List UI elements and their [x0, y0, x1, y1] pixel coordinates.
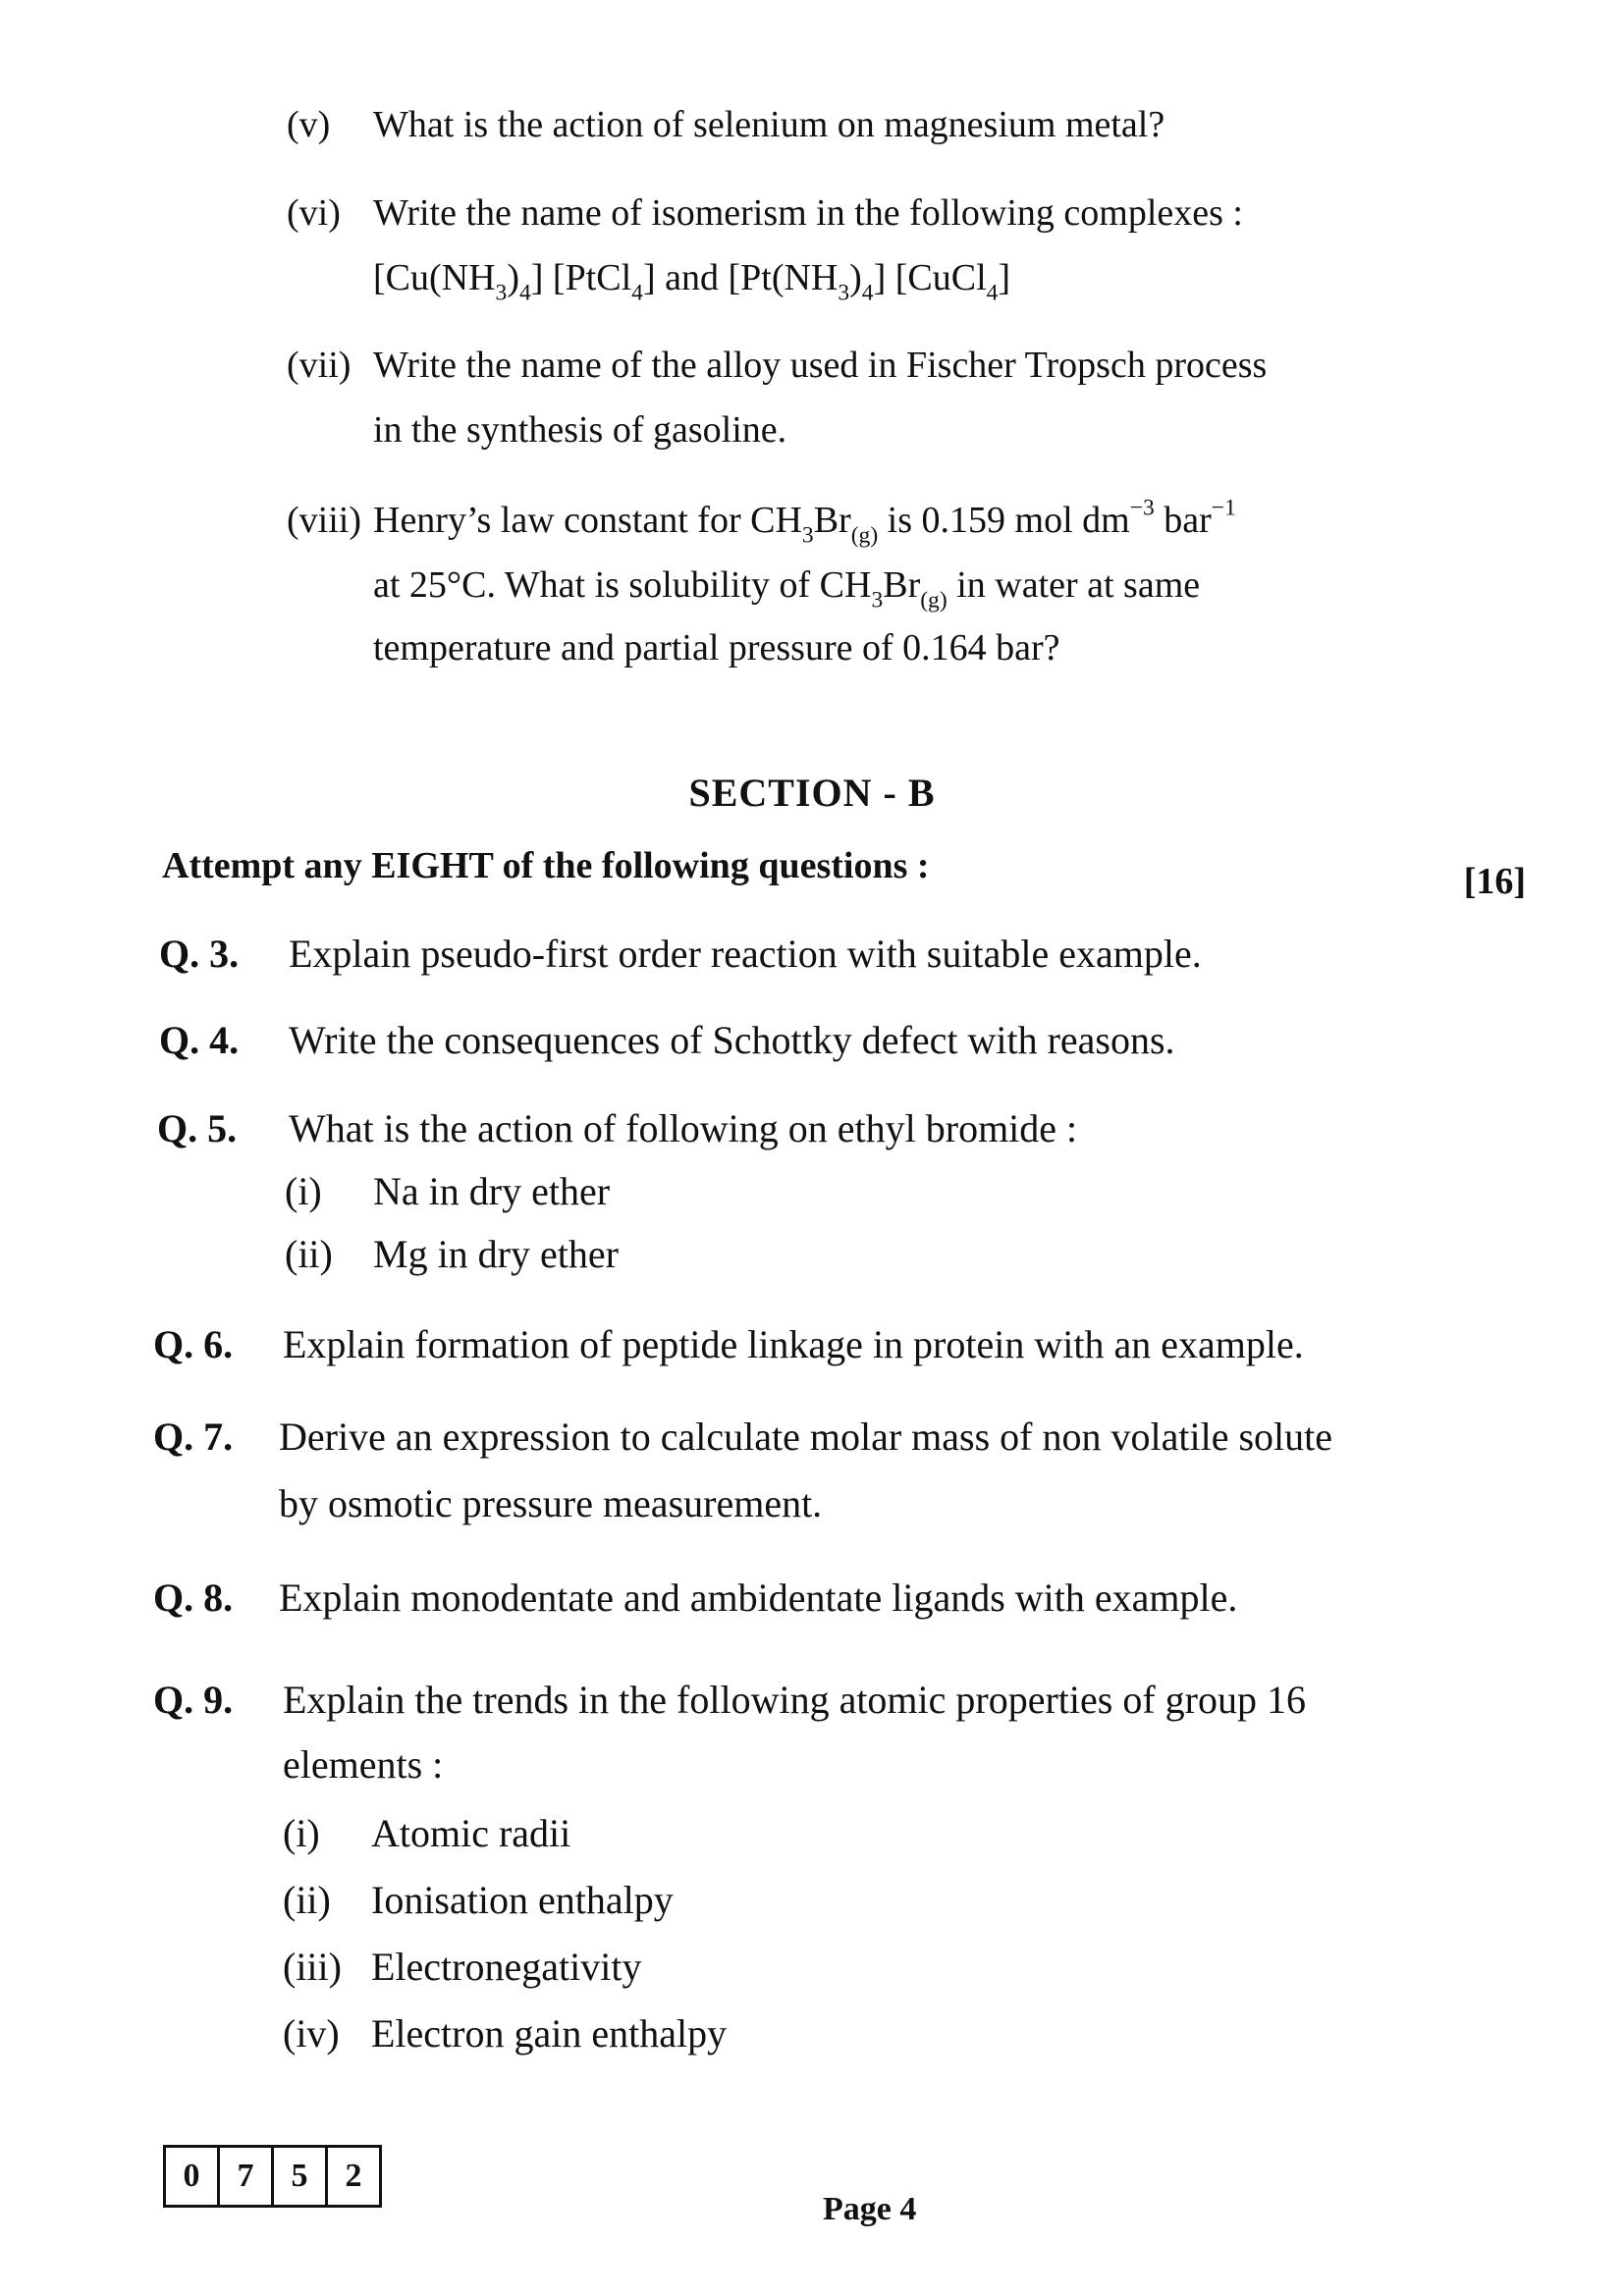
code-digit: 5: [274, 2148, 328, 2205]
question-text-line-1: Henry’s law constant for $CH_3Br_{(g)}$ is 0.159 mol $dm^{-3}$ bar$^{-1}$: [373, 495, 1236, 549]
question-text: What is the action of following on ethyl bromide :: [289, 1106, 1078, 1150]
question-number: (viii): [287, 500, 361, 541]
option-ii: (ii) Ionisation enthalpy: [283, 1878, 674, 1922]
page-number: Page 4: [823, 2191, 917, 2227]
option-iv: (iv) Electron gain enthalpy: [283, 2011, 728, 2056]
question-number: (vi): [287, 192, 341, 234]
question-text-line-2: at 25°C. What is solubility of $CH_3Br_{(g)}$ in water at same: [373, 564, 1201, 614]
question-number: (vii): [287, 345, 352, 386]
option-ii: (ii) Mg in dry ether: [285, 1232, 619, 1276]
question-text: Write the name of isomerism in the following complexes :: [373, 192, 1243, 234]
question-text-line-1: Write the name of the alloy used in Fischer Tropsch process: [373, 345, 1268, 386]
question-number: Q. 3.: [159, 932, 240, 976]
paper-code-box: [163, 2145, 382, 2208]
question-text: Explain formation of peptide linkage in protein with an example.: [283, 1322, 1304, 1366]
option-i: (i) Na in dry ether: [285, 1169, 611, 1213]
question-text-line-1: Derive an expression to calculate molar mass of non volatile solute: [279, 1415, 1333, 1459]
section-instruction: Attempt any EIGHT of the following questions :: [162, 845, 930, 886]
option-iii: (iii) Electronegativity: [283, 1945, 642, 1989]
question-number: Q. 6.: [153, 1322, 234, 1366]
question-text-line-2: by osmotic pressure measurement.: [279, 1481, 823, 1525]
question-text-line-3: temperature and partial pressure of 0.164 bar?: [373, 627, 1060, 668]
question-text: What is the action of selenium on magnesium metal?: [373, 104, 1165, 145]
question-text-line-2: elements :: [283, 1742, 444, 1787]
question-text: Explain pseudo-first order reaction with suitable example.: [289, 932, 1202, 976]
question-number: (v): [287, 104, 331, 145]
question-text: Explain monodentate and ambidentate ligands with example.: [279, 1575, 1238, 1620]
question-number: Q. 4.: [159, 1018, 240, 1062]
section-marks: [16]: [1463, 861, 1526, 902]
question-number: Q. 7.: [153, 1415, 234, 1459]
question-number: Q. 8.: [153, 1575, 234, 1620]
code-digit: 7: [220, 2148, 274, 2205]
question-number: Q. 5.: [157, 1106, 238, 1150]
complex-formula: $[Cu(NH_3)_4]$ [PtCl$_4$] and $[Pt(NH_3)_4]$ [CuCl$_4$]: [373, 257, 1011, 306]
question-text: Write the consequences of Schottky defect with reasons.: [289, 1018, 1175, 1062]
option-i: (i) Atomic radii: [283, 1811, 571, 1855]
code-digit: 2: [345, 2158, 362, 2194]
question-number: Q. 9.: [153, 1678, 234, 1722]
question-text-line-1: Explain the trends in the following atomic properties of group 16: [283, 1678, 1306, 1722]
section-title: SECTION - B: [688, 771, 936, 815]
code-digit: 0: [166, 2148, 220, 2205]
question-text-line-2: in the synthesis of gasoline.: [373, 409, 787, 451]
